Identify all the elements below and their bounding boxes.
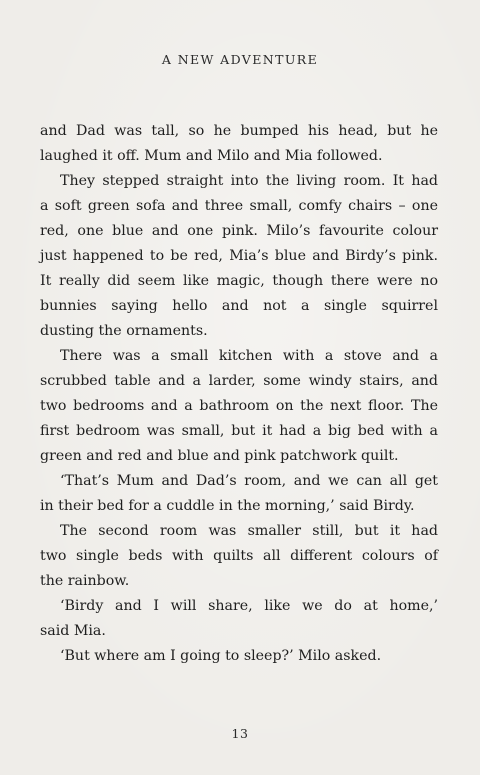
text-line: first bedroom was small, but it had a big bed with a: [40, 423, 438, 439]
text-line: said Mia.: [40, 623, 106, 639]
text-line: There was a small kitchen with a stove and a: [60, 348, 438, 364]
page-number: 13: [231, 726, 249, 741]
text-line: They stepped straight into the living room. It had: [60, 173, 438, 189]
body-text: [40, 119, 438, 669]
text-line: It really did seem like magic, though there were no: [40, 273, 438, 289]
text-line: ‘But where am I going to sleep?’ Milo asked.: [60, 648, 382, 664]
text-line: ‘Birdy and I will share, like we do at home,’: [60, 598, 438, 614]
running-title: A NEW ADVENTURE: [161, 52, 319, 67]
text-line: two bedrooms and a bathroom on the next floor. The: [40, 398, 438, 414]
text-line: bunnies saying hello and not a single squirrel: [40, 298, 438, 314]
text-line: just happened to be red, Mia’s blue and Birdy’s pink.: [40, 248, 438, 264]
text-line: green and red and blue and pink patchwork quilt.: [40, 448, 399, 464]
text-line: and Dad was tall, so he bumped his head, but he: [40, 123, 438, 139]
text-line: the rainbow.: [40, 573, 130, 589]
text-line: The second room was smaller still, but it had: [60, 523, 438, 539]
text-line: two single beds with quilts all different colours of: [40, 548, 438, 564]
text-line: in their bed for a cuddle in the morning,’ said Birdy.: [40, 498, 415, 514]
text-line: scrubbed table and a larder, some windy stairs, and: [40, 373, 438, 389]
text-line: dusting the ornaments.: [40, 323, 208, 339]
text-line: ‘That’s Mum and Dad’s room, and we can all get: [60, 473, 438, 489]
text-line: laughed it off. Mum and Milo and Mia followed.: [40, 148, 383, 164]
text-line: red, one blue and one pink. Milo’s favourite colour: [40, 223, 438, 239]
text-line: a soft green sofa and three small, comfy chairs – one: [40, 198, 438, 214]
